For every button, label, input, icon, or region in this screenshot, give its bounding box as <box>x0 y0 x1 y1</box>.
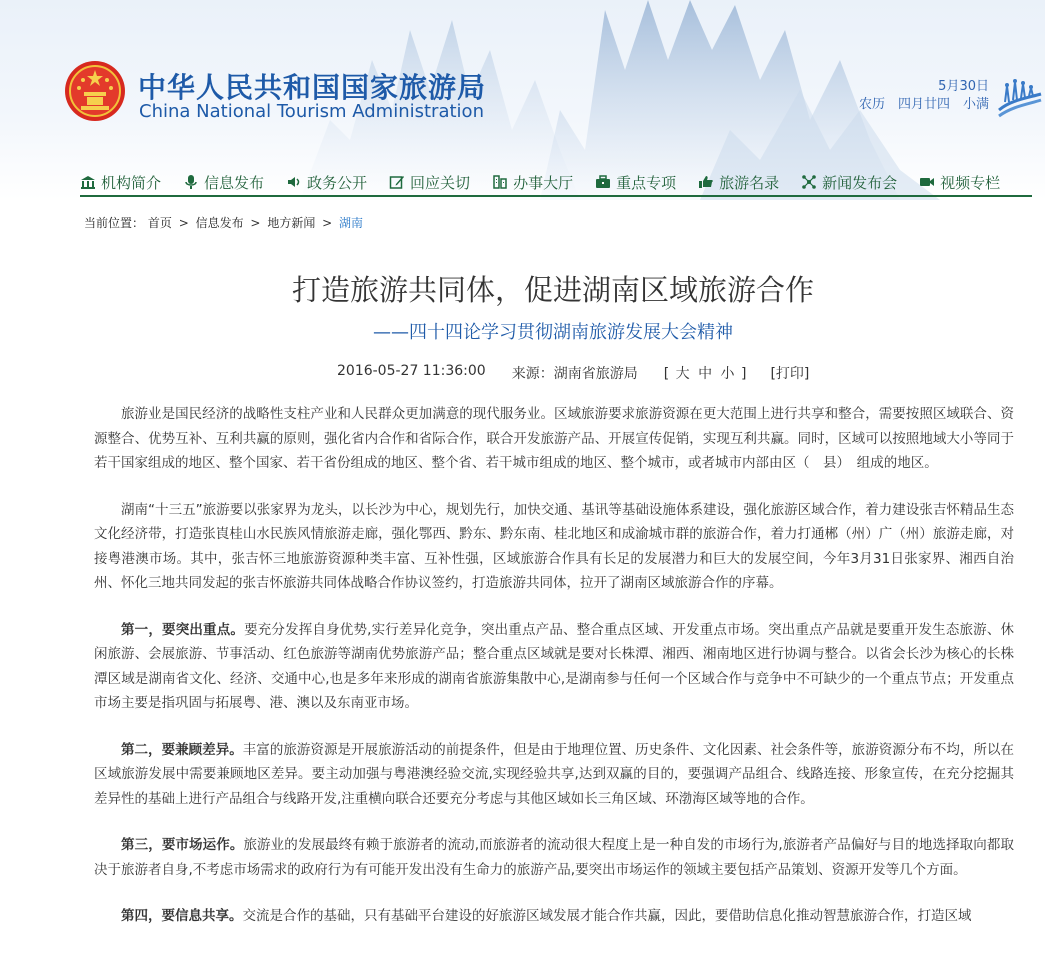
article-paragraph <box>94 833 1014 882</box>
paragraph-lead: 第二，要兼顾差异。 <box>121 741 243 758</box>
font-size-open: [ <box>663 366 670 382</box>
paragraph-text: 旅游业的发展最终有赖于旅游者的流动,而旅游者的流动很大程度上是一种自发的市场行为,旅游者产品偏好与目的地选择取向都取决于旅游者自身,不考虑市场需求的政府行为有可能开发出没有生命力的旅游产品,要突出市场运作的领域主要包括产品策划、资源开发等几个方面。 <box>94 837 1014 878</box>
font-size-small-button[interactable]: 小 <box>720 366 735 382</box>
nav-item-directory[interactable] <box>698 172 801 193</box>
font-size-medium-button[interactable]: 中 <box>698 366 713 382</box>
breadcrumb-current[interactable]: 湖南 <box>339 216 364 230</box>
nav-item-services[interactable] <box>492 172 595 193</box>
nav-label: 视频专栏 <box>940 173 1001 192</box>
thumbs-up-icon <box>698 174 714 190</box>
breadcrumb <box>84 214 363 231</box>
article-body <box>94 402 1014 929</box>
video-icon <box>919 174 935 190</box>
nav-label: 回应关切 <box>410 173 471 192</box>
breadcrumb-home[interactable]: 首页 <box>147 216 172 230</box>
network-icon <box>801 174 817 190</box>
breadcrumb-info[interactable]: 信息发布 <box>195 216 244 230</box>
office-icon <box>492 174 508 190</box>
site-name-en[interactable]: China National Tourism Administration <box>139 101 484 122</box>
paragraph-text: 要充分发挥自身优势,实行差异化竞争，突出重点产品、整合重点区域、开发重点市场。突出重点产品就是要重开发生态旅游、休闲旅游、会展旅游、节事活动、红色旅游等湖南优势旅游产品；整合重点区域就是要对长株潭、湘西、湘南地区进行协调与整合。以省会长沙为核心的长株潭区域是湖南省文化、经济、交通中心,也是多年来形成的湖南省旅游集散中心,是湖南参与任何一个区域合作与竞争中不可缺少的一个重点节点；开发重点市场主要是指巩固与拓展粤、港、澳以及东南亚市场。 <box>94 621 1015 711</box>
article-paragraph <box>94 738 1014 812</box>
print-button[interactable]: [打印] <box>770 366 810 382</box>
nav-label: 办事大厅 <box>513 173 574 192</box>
article-date: 2016-05-27 11:36:00 <box>337 363 486 379</box>
breadcrumb-prefix: 当前位置： <box>84 216 145 230</box>
microphone-icon <box>183 174 199 190</box>
edit-icon <box>389 174 405 190</box>
nav-label: 旅游名录 <box>719 173 780 192</box>
nav-label: 新闻发布会 <box>822 173 898 192</box>
briefcase-icon <box>595 174 611 190</box>
today-date: 5月30日 <box>938 79 989 94</box>
nav-label: 重点专项 <box>616 173 677 192</box>
article-title: 打造旅游共同体，促进湖南区域旅游合作 <box>291 273 814 307</box>
nav-item-press[interactable] <box>801 172 919 193</box>
font-size-close: ] <box>740 366 747 382</box>
nav-item-video[interactable] <box>919 172 1022 193</box>
building-icon <box>80 174 96 190</box>
paragraph-lead: 第三，要市场运作。 <box>121 837 244 853</box>
font-size-switcher <box>664 363 747 383</box>
article-paragraph <box>94 402 1014 476</box>
nav-label: 政务公开 <box>307 173 368 192</box>
breadcrumb-separator: > <box>178 216 189 230</box>
paragraph-lead: 第一，要突出重点。 <box>121 621 245 638</box>
nav-item-about[interactable] <box>80 172 183 193</box>
article-meta <box>337 363 809 383</box>
paragraph-text: 丰富的旅游资源是开展旅游活动的前提条件，但是由于地理位置、历史条件、文化因素、社会条件等，旅游资源分布不均，所以在区域旅游发展中需要兼顾地区差异。要主动加强与粤港澳经验交流,实现经验共享,达到双赢的目的，要强调产品组合、线路连接、形象宣传，在充分挖掘其差异性的基础上进行产品组合与线路开发,注重横向联合还要充分考虑与其他区域如长三角区域、环渤海区域等地的合作。 <box>94 741 1015 807</box>
nav-item-info[interactable] <box>183 172 286 193</box>
breadcrumb-local-news[interactable]: 地方新闻 <box>267 216 316 230</box>
article-subtitle: ——四十四论学习贯彻湖南旅游发展大会精神 <box>373 322 733 343</box>
nav-item-gov[interactable] <box>286 172 389 193</box>
article-source: 来源：湖南省旅游局 <box>511 366 638 382</box>
paragraph-lead: 第四，要信息共享。 <box>121 908 243 924</box>
season-icon <box>995 76 1043 118</box>
nav-label: 机构简介 <box>101 173 162 192</box>
lunar-date: 农历 四月廿四 小满 <box>858 97 989 112</box>
breadcrumb-separator: > <box>250 216 261 230</box>
speaker-icon <box>286 174 302 190</box>
nav-item-response[interactable] <box>389 172 492 193</box>
site-name-cn[interactable]: 中华人民共和国国家旅游局 <box>138 71 487 104</box>
date-display <box>859 78 989 114</box>
paragraph-text: 湖南“十三五”旅游要以张家界为龙头，以长沙为中心，规划先行，加快交通、基讯等基础设施体系建设，强化旅游区域合作，着力建设张吉怀精品生态文化经济带，打造张崀桂山水民族风情旅游走廊，强化鄂西、黔东、黔东南、桂北地区和成渝城市群的旅游合作，着力打通郴（州）广（州）旅游走廊，对接粤港澳市场。其中，张吉怀三地旅游资源种类丰富、互补性强，区域旅游合作具有长足的发展潜力和巨大的发展空间，今年3月31日张家界、湘西自治州、怀化三地共同发起的张吉怀旅游共同体战略合作协议签约，打造旅游共同体，拉开了湖南区域旅游合作的序幕。 <box>94 501 1014 591</box>
font-size-large-button[interactable]: 大 <box>675 366 690 382</box>
paragraph-text: 旅游业是国民经济的战略性支柱产业和人民群众更加满意的现代服务业。区域旅游要求旅游资源在更大范围上进行共享和整合，需要按照区域联合、资源整合、优势互补、互利共赢的原则，强化省内合作和省际合作，联合开发旅游产品、开展宣传促销，实现互利共赢。同时，区域可以按照地域大小等同于若干国家组成的地区、整个国家、若干省份组成的地区、整个省、若干城市组成的地区、整个城市，或者城市内部由区（ 县） 组成的地区。 <box>94 406 1014 471</box>
main-nav <box>80 169 1032 197</box>
article-paragraph <box>94 904 1014 929</box>
national-emblem-icon <box>64 60 126 122</box>
nav-item-key-projects[interactable] <box>595 172 698 193</box>
nav-label: 信息发布 <box>204 173 265 192</box>
paragraph-text: 交流是合作的基础，只有基础平台建设的好旅游区域发展才能合作共赢，因此，要借助信息化推动智慧旅游合作，打造区域 <box>242 908 972 924</box>
article-paragraph <box>94 498 1014 596</box>
article-paragraph <box>94 618 1014 716</box>
breadcrumb-separator: > <box>322 216 333 230</box>
